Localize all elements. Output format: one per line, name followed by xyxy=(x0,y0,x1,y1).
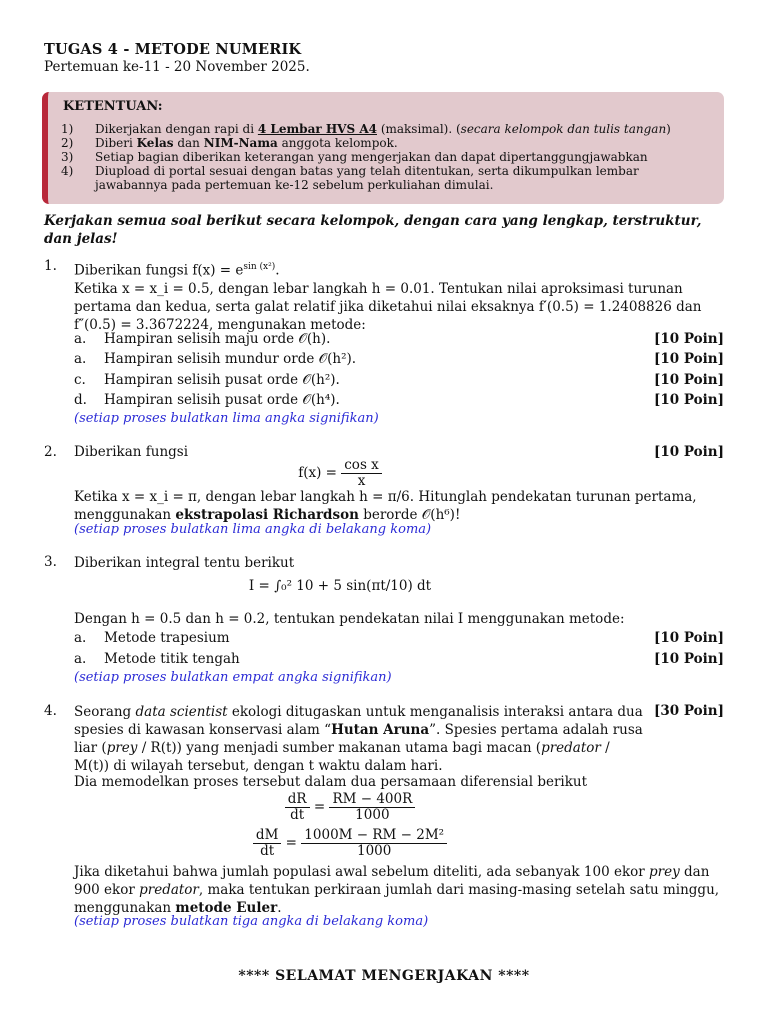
rule-emphasis: 4 Lembar HVS A4 xyxy=(257,122,377,136)
sub-question xyxy=(74,351,724,369)
formula-denominator: dt xyxy=(260,843,275,859)
rule-text: (maksimal). ( xyxy=(377,122,461,136)
question-text: Dengan h = 0.5 dan h = 0.2, tentukan pendekatan nilai I menggunakan metode: xyxy=(74,611,625,627)
question-number: 1. xyxy=(44,258,57,274)
closing-message: **** SELAMAT MENGERJAKAN **** xyxy=(238,968,530,984)
differential-equation-1: $\frac{dR}{dt}$ = $\frac{RM - 400R}{1000}$ xyxy=(240,792,460,823)
rule-text: Dikerjakan dengan rapi di xyxy=(95,122,258,136)
question-text: Jika diketahui bahwa jumlah populasi awal sebelum diteliti, ada sebanyak 100 ekor xyxy=(74,864,650,880)
formula-fx xyxy=(280,458,400,489)
sub-question xyxy=(74,630,724,648)
rounding-note: (setiap proses bulatkan empat angka signifikan) xyxy=(74,670,392,685)
formula-numerator: dR xyxy=(285,792,310,808)
formula-denominator: x xyxy=(357,473,366,489)
rule-number: 1) xyxy=(61,122,74,136)
question-text: Ketika x = x_i = π, dengan lebar langkah h = π/6. Hitunglah pendekatan turunan pertama, menggunakan xyxy=(74,489,697,523)
rule-italic: secara kelompok dan tulis tangan xyxy=(460,122,667,136)
formula-denominator: 1000 xyxy=(357,843,392,859)
integral-formula: I = ∫₀² 10 + 5 sin(πt/10) dt xyxy=(248,578,432,594)
formula-numerator: RM − 400R xyxy=(329,792,415,808)
question-1-statement: Diberikan fungsi $f(x) = e^{sin (x^2)}$. Ketika x = x_i = 0.5, dengan lebar langkah h = 0.01. Tentukan nilai aproksimasi turunan pertama dan kedua, serta galat relatif jika diketahui nilai eksaknya f′(0.5) = 1.2408826 dan f″(0.5) = 3.3672224, mengunakan metode: xyxy=(74,258,724,334)
sub-label: a. xyxy=(74,651,87,667)
exponent: sin (x²) xyxy=(243,262,276,272)
formula-denominator: 1000 xyxy=(355,807,390,823)
sub-label: a. xyxy=(74,331,87,347)
rule-emphasis: NIM-Nama xyxy=(203,136,278,150)
sub-question xyxy=(74,392,724,410)
rule-number: 2) xyxy=(61,136,74,150)
rounding-note: (setiap proses bulatkan tiga angka di belakang koma) xyxy=(74,914,429,929)
question-number: 2. xyxy=(44,444,57,460)
sub-text: Hampiran selisih pusat orde 𝒪(h⁴). xyxy=(104,392,340,408)
question-text: Seorang xyxy=(74,704,136,720)
formula-numerator: dM xyxy=(253,828,281,844)
sub-text: Hampiran selisih maju orde 𝒪(h). xyxy=(104,331,331,347)
question-text: . xyxy=(277,900,282,916)
rounding-note: (setiap proses bulatkan lima angka di belakang koma) xyxy=(74,522,432,537)
points-label: [10 Poin] xyxy=(654,372,724,388)
rule-text: Diupload di portal sesuai dengan batas yang telah ditentukan, serta dikumpulkan lembar jawabannya pada pertemuan ke-12 sebelum perkuliahan dimulai. xyxy=(95,164,639,192)
points-label: [30 Poin] xyxy=(654,703,724,719)
italic-term: prey xyxy=(649,864,680,880)
points-label: [10 Poin] xyxy=(654,444,724,460)
formula-denominator: dt xyxy=(290,807,305,823)
points-label: [10 Poin] xyxy=(654,630,724,646)
question-text: Diberikan fungsi f(x) = e xyxy=(74,262,244,279)
points-label: [10 Poin] xyxy=(654,651,724,667)
italic-term: data scientist xyxy=(135,704,228,720)
sub-label: d. xyxy=(74,392,87,408)
rule-text: Setiap bagian diberikan keterangan yang mengerjakan dan dapat dipertanggungjawabkan xyxy=(95,150,648,164)
question-number: 4. xyxy=(44,703,57,719)
rounding-note: (setiap proses bulatkan lima angka signifikan) xyxy=(74,411,379,426)
question-text: , maka tentukan perkiraan jumlah dari masing-masing setelah satu minggu, menggunakan xyxy=(74,882,720,916)
question-4-task xyxy=(74,863,724,917)
instructions: Kerjakan semua soal berikut secara kelompok, dengan cara yang lengkap, terstruktur, dan jelas! xyxy=(44,213,702,247)
rule-text: Diberi xyxy=(95,136,137,150)
sub-text: Hampiran selisih mundur orde 𝒪(h²). xyxy=(104,351,357,367)
formula-numerator: 1000M − RM − 2M² xyxy=(301,828,447,844)
page-subtitle: Pertemuan ke-11 - 20 November 2025. xyxy=(44,59,310,75)
question-text: ekologi ditugaskan untuk menganalisis interaksi antara dua spesies di kawasan konservasi alam “ xyxy=(74,704,643,738)
formula-numerator: cos x xyxy=(341,458,382,474)
sub-label: a. xyxy=(74,630,87,646)
italic-term: predator xyxy=(139,882,199,898)
question-text: dan 900 ekor xyxy=(74,864,710,898)
rule-number: 3) xyxy=(61,150,74,164)
sub-text: Metode trapesium xyxy=(104,630,230,646)
sub-label: a. xyxy=(74,351,87,367)
method-name: ekstrapolasi Richardson xyxy=(175,507,359,523)
formula-lhs: f(x) = xyxy=(298,465,337,481)
page-title: TUGAS 4 - METODE NUMERIK xyxy=(44,41,302,58)
italic-term: prey xyxy=(106,740,138,756)
question-number: 3. xyxy=(44,554,57,570)
sub-question xyxy=(74,372,724,390)
italic-term: predator xyxy=(541,740,601,756)
points-label: [10 Poin] xyxy=(654,351,724,367)
question-text: berorde 𝒪(h⁶)! xyxy=(358,507,461,523)
sub-text: Hampiran selisih pusat orde 𝒪(h²). xyxy=(104,372,340,388)
question-2-statement xyxy=(74,488,724,524)
question-text: Dia memodelkan proses tersebut dalam dua persamaan diferensial berikut xyxy=(74,774,588,790)
rule-number: 4) xyxy=(61,164,74,178)
question-text: ”. Spesies pertama adalah rusa liar ( xyxy=(74,722,643,756)
rule-text: dan xyxy=(173,136,204,150)
rule-text: ) xyxy=(666,122,671,136)
question-text: / R(t)) yang menjadi sumber makanan utama bagi macan ( xyxy=(137,740,542,756)
rules-box xyxy=(42,92,724,204)
sub-question xyxy=(74,651,724,669)
place-name: Hutan Aruna xyxy=(331,722,430,738)
question-text: Diberikan integral tentu berikut xyxy=(74,555,295,571)
rule-text: anggota kelompok. xyxy=(277,136,398,150)
rules-title: KETENTUAN: xyxy=(63,99,163,114)
points-label: [10 Poin] xyxy=(654,331,724,347)
sub-label: c. xyxy=(74,372,86,388)
points-row xyxy=(74,703,724,721)
sub-text: Metode titik tengah xyxy=(104,651,240,667)
question-text: / M(t)) di wilayah tersebut, dengan t waktu dalam hari. xyxy=(74,740,610,774)
sub-question xyxy=(74,331,724,349)
question-text: Diberikan fungsi xyxy=(74,444,189,460)
differential-equation-2: $\frac{dM}{dt}$ = $\frac{\text{1000M − RM − 2M²}}{1000}$ xyxy=(240,828,460,859)
question-text: Ketika x = x_i = 0.5, dengan lebar langkah h = 0.01. Tentukan nilai aproksimasi turunan pertama dan kedua, serta galat relatif jika diketahui nilai eksaknya f′(0.5) = 1.2408826 dan f″(0.5) = 3.3672224, mengunakan metode: xyxy=(74,280,702,333)
points-label: [10 Poin] xyxy=(654,392,724,408)
rule-emphasis: Kelas xyxy=(136,136,174,150)
method-name: metode Euler xyxy=(175,900,278,916)
